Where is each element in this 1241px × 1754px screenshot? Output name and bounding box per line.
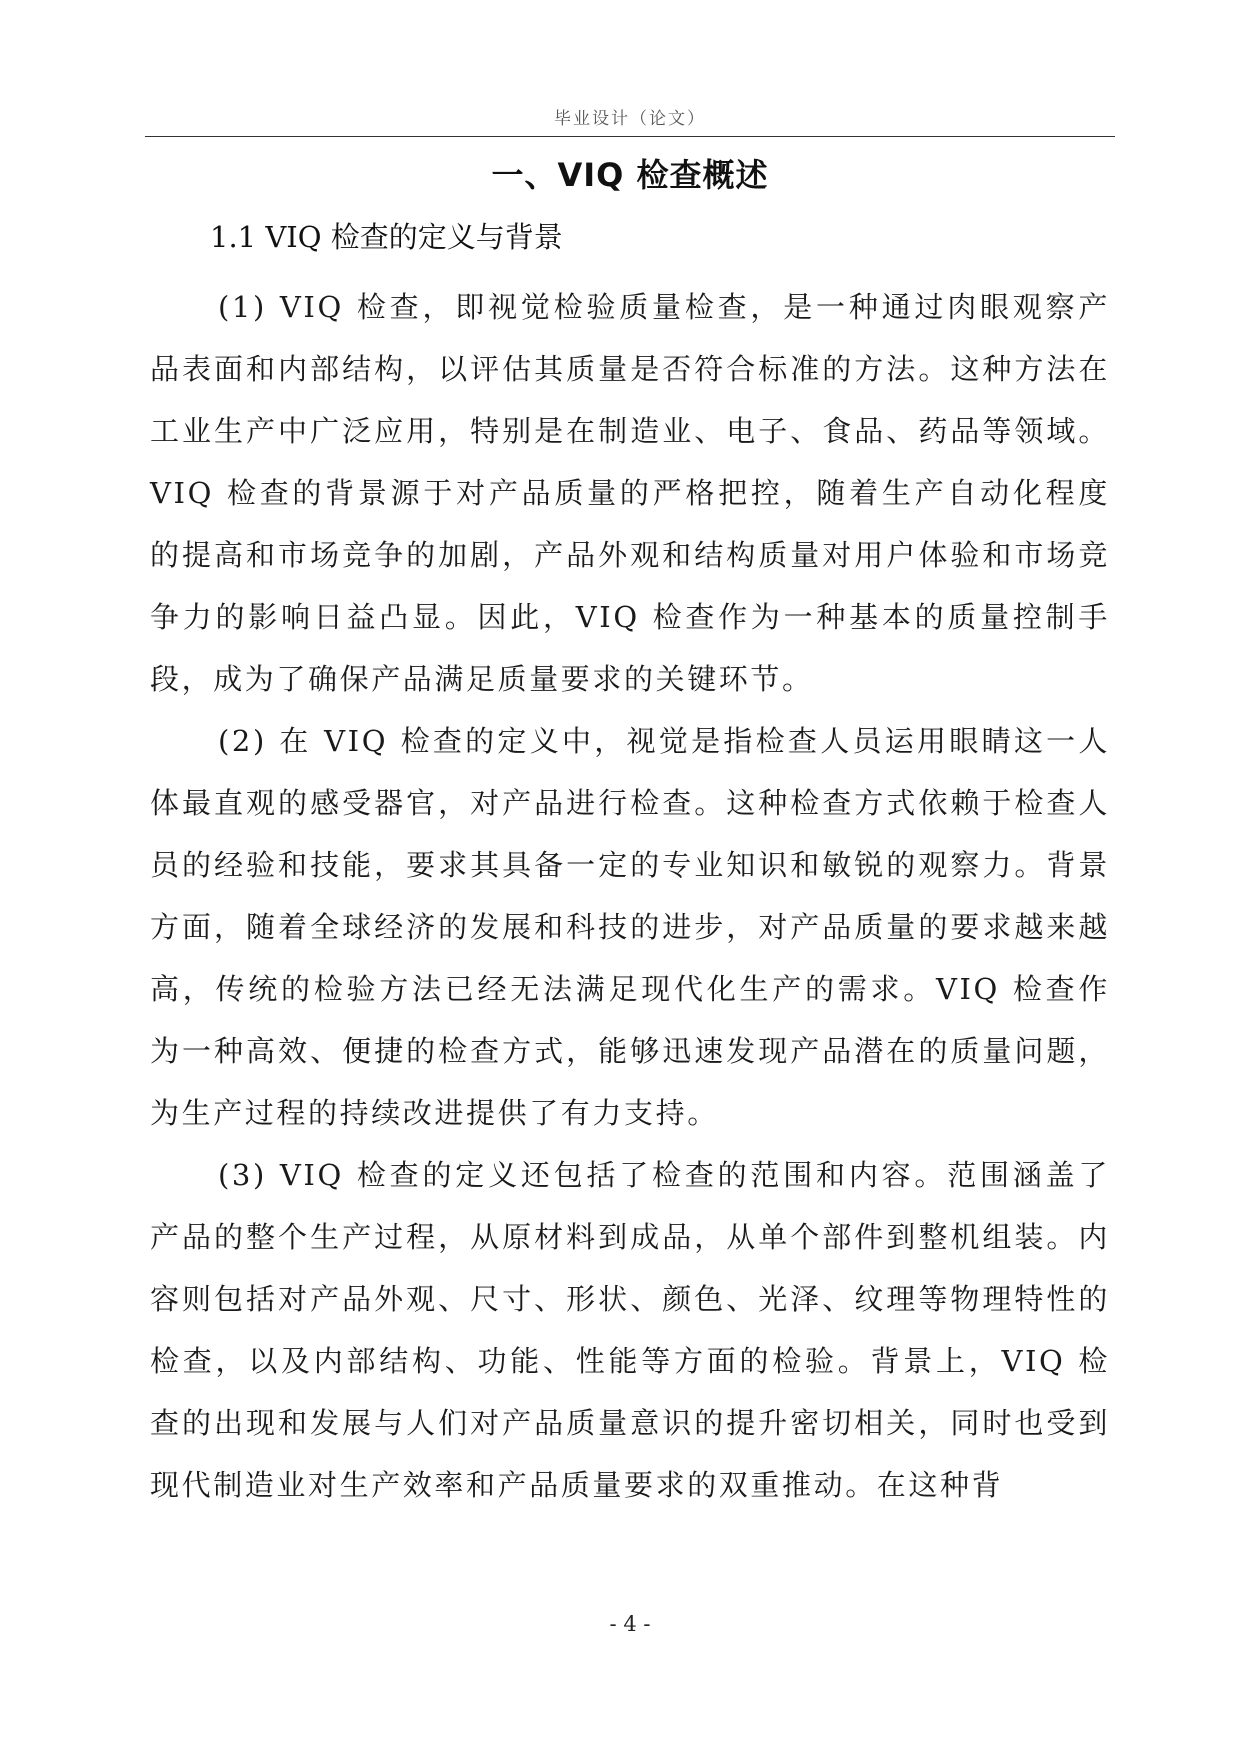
header-rule <box>145 136 1115 137</box>
chapter-title: 一、VIQ 检查概述 <box>491 156 769 194</box>
running-header: 毕业设计（论文） <box>554 109 706 129</box>
paragraph-2: (2) 在 VIQ 检查的定义中，视觉是指检查人员运用眼睛这一人体最直观的感受器官，对产品进行检查。这种检查方式依赖于检查人员的经验和技能，要求其具备一定的专业知识和敏锐的观察力。背景方面，随着全球经济的发展和科技的进步，对产品质量的要求越来越高，传统的检验方法已经无法满足现代化生产的需求。VIQ 检查作为一种高效、便捷的检查方式，能够迅速发现产品潜在的质量问题，为生产过程的持续改进提供了有力支持。 <box>150 724 1110 1130</box>
body-text <box>150 276 1110 1516</box>
section-title: 1.1 VIQ 检查的定义与背景 <box>210 220 563 254</box>
paragraph-1: (1) VIQ 检查，即视觉检验质量检查，是一种通过肉眼观察产品表面和内部结构，以评估其质量是否符合标准的方法。这种方法在工业生产中广泛应用，特别是在制造业、电子、食品、药品等领域。VIQ 检查的背景源于对产品质量的严格把控，随着生产自动化程度的提高和市场竞争的加剧，产品外观和结构质量对用户体验和市场竞争力的影响日益凸显。因此，VIQ 检查作为一种基本的质量控制手段，成为了确保产品满足质量要求的关键环节。 <box>150 290 1110 696</box>
page-number: - 4 - <box>609 1612 651 1636</box>
paragraph-3: (3) VIQ 检查的定义还包括了检查的范围和内容。范围涵盖了产品的整个生产过程，从原材料到成品，从单个部件到整机组装。内容则包括对产品外观、尺寸、形状、颜色、光泽、纹理等物理特性的检查，以及内部结构、功能、性能等方面的检验。背景上，VIQ 检查的出现和发展与人们对产品质量意识的提升密切相关，同时也受到现代制造业对生产效率和产品质量要求的双重推动。在这种背 <box>150 1158 1110 1502</box>
